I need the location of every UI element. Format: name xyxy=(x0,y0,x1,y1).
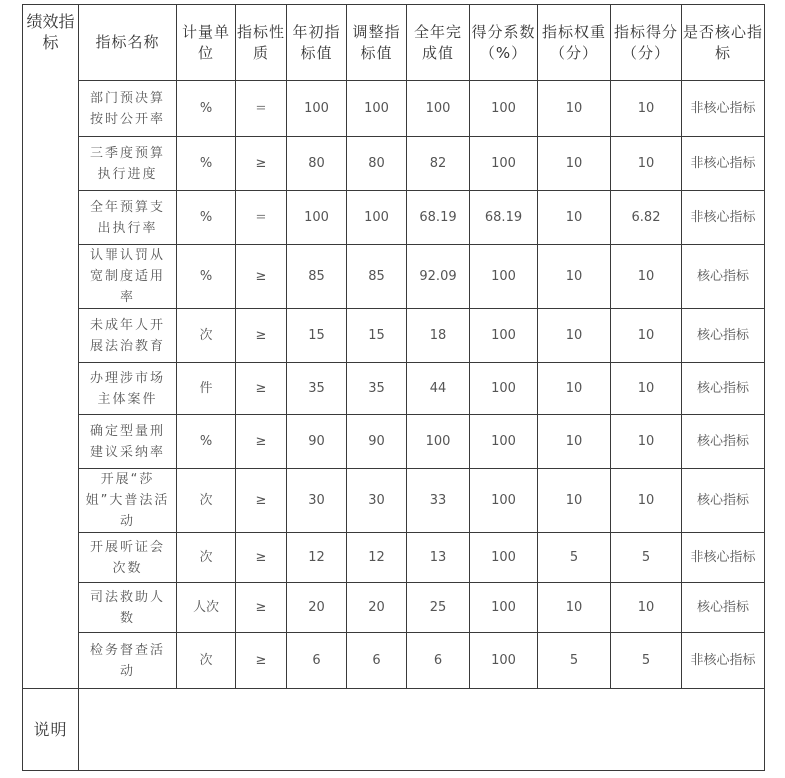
cell-coef: 100 xyxy=(470,309,538,363)
cell-name: 开展听证会次数 xyxy=(79,533,177,583)
cell-score: 10 xyxy=(611,245,682,309)
cell-name: 检务督查活动 xyxy=(79,633,177,689)
cell-actual: 6 xyxy=(407,633,470,689)
cell-initial: 35 xyxy=(287,363,347,415)
cell-nature: ≥ xyxy=(236,309,287,363)
cell-actual: 100 xyxy=(407,81,470,137)
cell-name: 认罪认罚从宽制度适用率 xyxy=(79,245,177,309)
cell-core: 非核心指标 xyxy=(682,533,765,583)
table-row xyxy=(23,583,765,633)
cell-unit: 次 xyxy=(177,469,236,533)
cell-core: 核心指标 xyxy=(682,309,765,363)
cell-name: 全年预算支出执行率 xyxy=(79,191,177,245)
cell-core: 核心指标 xyxy=(682,415,765,469)
cell-coef: 100 xyxy=(470,363,538,415)
cell-weight: 10 xyxy=(538,363,611,415)
cell-name: 确定型量刑建议采纳率 xyxy=(79,415,177,469)
cell-weight: 10 xyxy=(538,137,611,191)
table-row xyxy=(23,469,765,533)
cell-adjusted: 30 xyxy=(347,469,407,533)
table-row xyxy=(23,81,765,137)
cell-unit: 次 xyxy=(177,633,236,689)
table-row xyxy=(23,309,765,363)
cell-nature: ≥ xyxy=(236,245,287,309)
cell-initial: 30 xyxy=(287,469,347,533)
cell-weight: 10 xyxy=(538,81,611,137)
cell-core: 非核心指标 xyxy=(682,137,765,191)
cell-score: 10 xyxy=(611,309,682,363)
table-row xyxy=(23,245,765,309)
cell-core: 核心指标 xyxy=(682,583,765,633)
cell-adjusted: 90 xyxy=(347,415,407,469)
cell-weight: 10 xyxy=(538,469,611,533)
cell-actual: 92.09 xyxy=(407,245,470,309)
cell-initial: 90 xyxy=(287,415,347,469)
cell-nature: ≥ xyxy=(236,533,287,583)
cell-unit: % xyxy=(177,191,236,245)
cell-initial: 12 xyxy=(287,533,347,583)
performance-indicator-table xyxy=(22,4,765,771)
cell-weight: 10 xyxy=(538,583,611,633)
cell-adjusted: 85 xyxy=(347,245,407,309)
cell-coef: 100 xyxy=(470,245,538,309)
cell-core: 核心指标 xyxy=(682,363,765,415)
cell-initial: 15 xyxy=(287,309,347,363)
cell-core: 核心指标 xyxy=(682,469,765,533)
cell-score: 5 xyxy=(611,633,682,689)
cell-adjusted: 15 xyxy=(347,309,407,363)
cell-initial: 85 xyxy=(287,245,347,309)
cell-actual: 100 xyxy=(407,415,470,469)
cell-weight: 10 xyxy=(538,415,611,469)
cell-initial: 80 xyxy=(287,137,347,191)
notes-label: 说明 xyxy=(23,689,79,771)
table-row xyxy=(23,363,765,415)
cell-score: 10 xyxy=(611,363,682,415)
notes-row xyxy=(23,689,765,771)
cell-coef: 100 xyxy=(470,137,538,191)
cell-actual: 18 xyxy=(407,309,470,363)
cell-adjusted: 6 xyxy=(347,633,407,689)
cell-nature: ≥ xyxy=(236,415,287,469)
cell-actual: 82 xyxy=(407,137,470,191)
cell-score: 6.82 xyxy=(611,191,682,245)
cell-adjusted: 12 xyxy=(347,533,407,583)
cell-nature: ≥ xyxy=(236,469,287,533)
cell-unit: 次 xyxy=(177,309,236,363)
cell-name: 司法救助人数 xyxy=(79,583,177,633)
cell-nature: ≥ xyxy=(236,363,287,415)
header-score: 指标得分（分） xyxy=(611,5,682,81)
cell-name: 未成年人开展法治教育 xyxy=(79,309,177,363)
cell-initial: 100 xyxy=(287,191,347,245)
cell-score: 10 xyxy=(611,583,682,633)
cell-core: 非核心指标 xyxy=(682,191,765,245)
header-core: 是否核心指标 xyxy=(682,5,765,81)
cell-actual: 13 xyxy=(407,533,470,583)
header-name: 指标名称 xyxy=(79,5,177,81)
cell-nature: = xyxy=(236,191,287,245)
category-label: 绩效指标 xyxy=(23,5,79,689)
cell-unit: % xyxy=(177,245,236,309)
cell-initial: 100 xyxy=(287,81,347,137)
cell-weight: 10 xyxy=(538,309,611,363)
cell-adjusted: 35 xyxy=(347,363,407,415)
cell-actual: 25 xyxy=(407,583,470,633)
header-actual: 全年完成值 xyxy=(407,5,470,81)
cell-coef: 100 xyxy=(470,415,538,469)
cell-weight: 5 xyxy=(538,533,611,583)
cell-adjusted: 20 xyxy=(347,583,407,633)
cell-score: 10 xyxy=(611,137,682,191)
cell-coef: 68.19 xyxy=(470,191,538,245)
table-row xyxy=(23,633,765,689)
header-coef: 得分系数（%） xyxy=(470,5,538,81)
cell-name: 办理涉市场主体案件 xyxy=(79,363,177,415)
cell-coef: 100 xyxy=(470,81,538,137)
cell-adjusted: 80 xyxy=(347,137,407,191)
cell-nature: = xyxy=(236,81,287,137)
cell-initial: 20 xyxy=(287,583,347,633)
header-row xyxy=(23,5,765,81)
cell-score: 10 xyxy=(611,81,682,137)
cell-coef: 100 xyxy=(470,469,538,533)
cell-unit: 次 xyxy=(177,533,236,583)
cell-nature: ≥ xyxy=(236,137,287,191)
table-row xyxy=(23,415,765,469)
cell-adjusted: 100 xyxy=(347,191,407,245)
cell-score: 10 xyxy=(611,469,682,533)
header-unit: 计量单位 xyxy=(177,5,236,81)
cell-unit: % xyxy=(177,415,236,469)
header-nature: 指标性质 xyxy=(236,5,287,81)
cell-actual: 44 xyxy=(407,363,470,415)
cell-score: 10 xyxy=(611,415,682,469)
header-initial: 年初指标值 xyxy=(287,5,347,81)
cell-unit: % xyxy=(177,81,236,137)
cell-initial: 6 xyxy=(287,633,347,689)
cell-name: 开展“莎姐”大普法活动 xyxy=(79,469,177,533)
cell-coef: 100 xyxy=(470,583,538,633)
cell-weight: 5 xyxy=(538,633,611,689)
cell-weight: 10 xyxy=(538,191,611,245)
cell-coef: 100 xyxy=(470,533,538,583)
table-row xyxy=(23,533,765,583)
cell-core: 核心指标 xyxy=(682,245,765,309)
cell-coef: 100 xyxy=(470,633,538,689)
cell-unit: 件 xyxy=(177,363,236,415)
cell-actual: 33 xyxy=(407,469,470,533)
notes-content xyxy=(79,689,765,771)
cell-unit: % xyxy=(177,137,236,191)
cell-nature: ≥ xyxy=(236,583,287,633)
cell-name: 部门预决算按时公开率 xyxy=(79,81,177,137)
cell-nature: ≥ xyxy=(236,633,287,689)
cell-core: 非核心指标 xyxy=(682,81,765,137)
cell-name: 三季度预算执行进度 xyxy=(79,137,177,191)
table-row xyxy=(23,191,765,245)
table-row xyxy=(23,137,765,191)
cell-weight: 10 xyxy=(538,245,611,309)
header-weight: 指标权重（分） xyxy=(538,5,611,81)
cell-score: 5 xyxy=(611,533,682,583)
header-adjusted: 调整指标值 xyxy=(347,5,407,81)
cell-adjusted: 100 xyxy=(347,81,407,137)
cell-actual: 68.19 xyxy=(407,191,470,245)
cell-core: 非核心指标 xyxy=(682,633,765,689)
cell-unit: 人次 xyxy=(177,583,236,633)
